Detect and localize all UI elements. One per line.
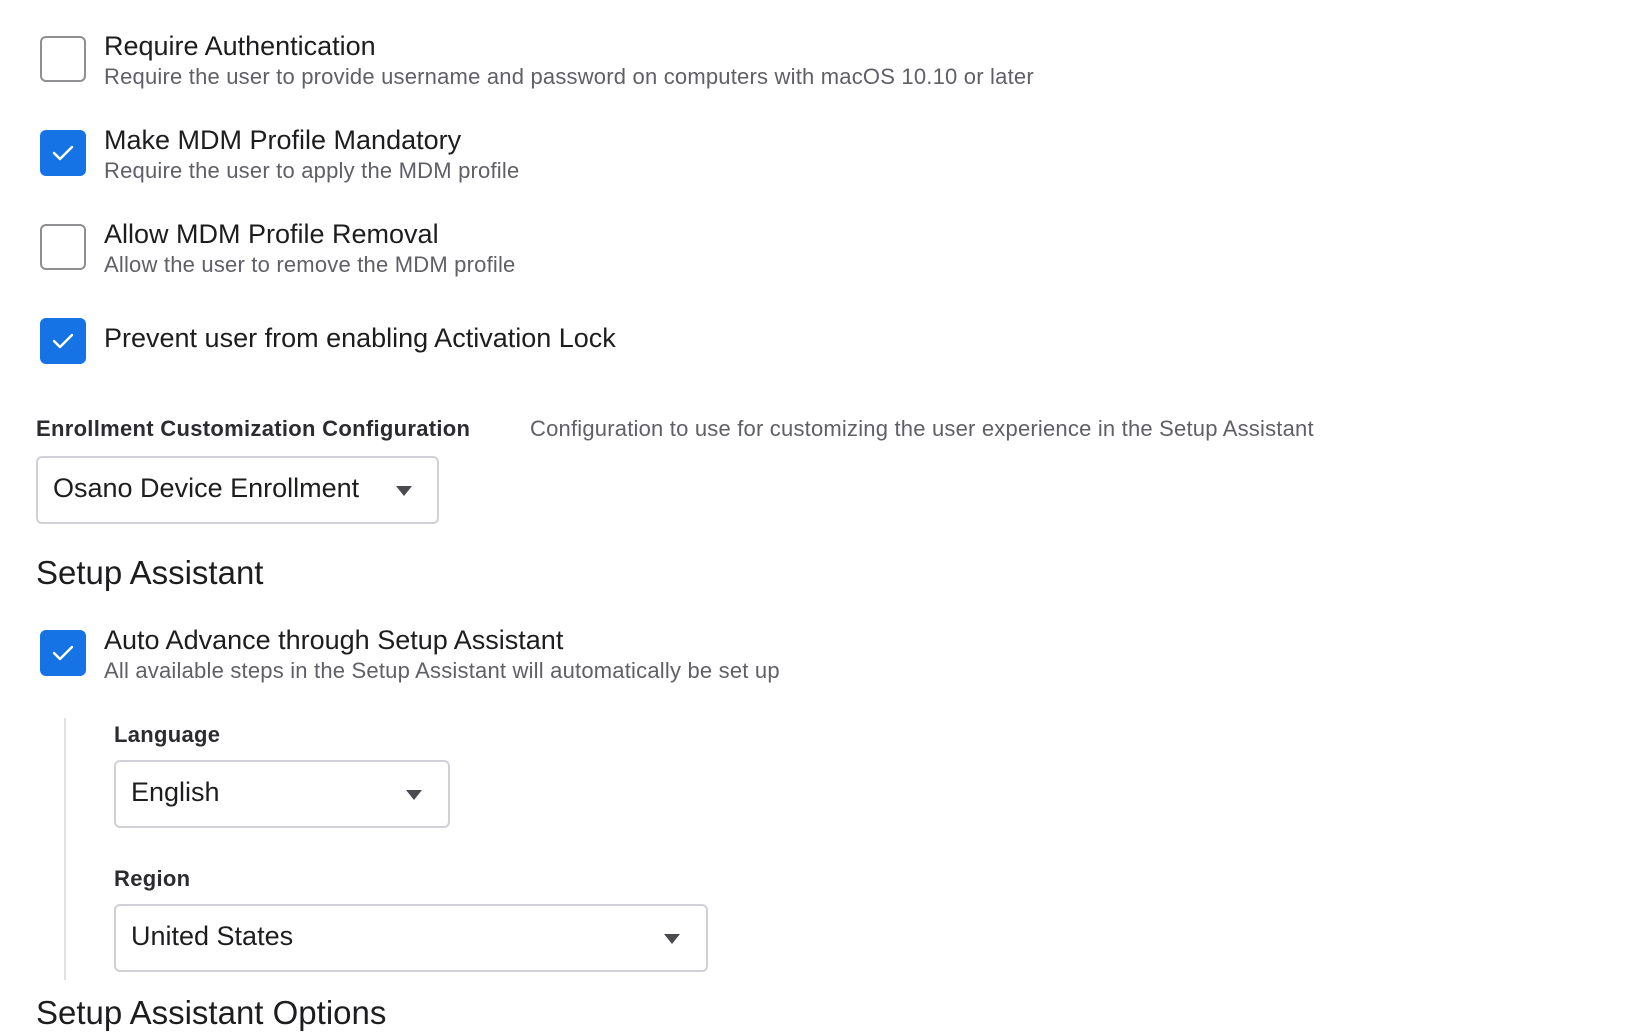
option-title: Auto Advance through Setup Assistant	[104, 625, 564, 655]
caret-down-icon	[406, 790, 422, 800]
checkmark-icon	[52, 644, 74, 662]
enrollment-customization-label: Enrollment Customization Configuration	[36, 416, 471, 441]
checkmark-icon	[52, 332, 74, 350]
region-select[interactable]	[114, 904, 708, 972]
option-title: Require Authentication	[104, 31, 376, 61]
option-description: Allow the user to remove the MDM profile	[104, 252, 516, 277]
enrollment-customization-select[interactable]	[36, 456, 439, 524]
option-title: Allow MDM Profile Removal	[104, 219, 439, 249]
select-value: Osano Device Enrollment	[53, 473, 360, 503]
option-title: Prevent user from enabling Activation Lock	[104, 323, 616, 353]
indent-divider	[64, 718, 66, 980]
option-description: All available steps in the Setup Assistant will automatically be set up	[104, 658, 780, 683]
language-select[interactable]	[114, 760, 450, 828]
auto-advance-checkbox[interactable]	[40, 630, 86, 676]
checkmark-icon	[52, 144, 74, 162]
setup-assistant-heading: Setup Assistant	[36, 554, 264, 591]
prevent-activation-lock-checkbox[interactable]	[40, 318, 86, 364]
option-title: Make MDM Profile Mandatory	[104, 125, 462, 155]
setup-assistant-options-heading: Setup Assistant Options	[36, 994, 387, 1031]
region-label: Region	[114, 866, 191, 891]
enrollment-customization-hint: Configuration to use for customizing the user experience in the Setup Assistant	[530, 416, 1314, 441]
option-description: Require the user to apply the MDM profile	[104, 158, 520, 183]
allow-mdm-profile-removal-checkbox[interactable]	[40, 224, 86, 270]
select-value: English	[131, 777, 220, 807]
require-authentication-checkbox[interactable]	[40, 36, 86, 82]
caret-down-icon	[664, 934, 680, 944]
mdm-profile-mandatory-checkbox[interactable]	[40, 130, 86, 176]
option-description: Require the user to provide username and password on computers with macOS 10.10 or later	[104, 64, 1034, 89]
caret-down-icon	[396, 486, 412, 496]
select-value: United States	[131, 921, 294, 951]
language-label: Language	[114, 722, 221, 747]
